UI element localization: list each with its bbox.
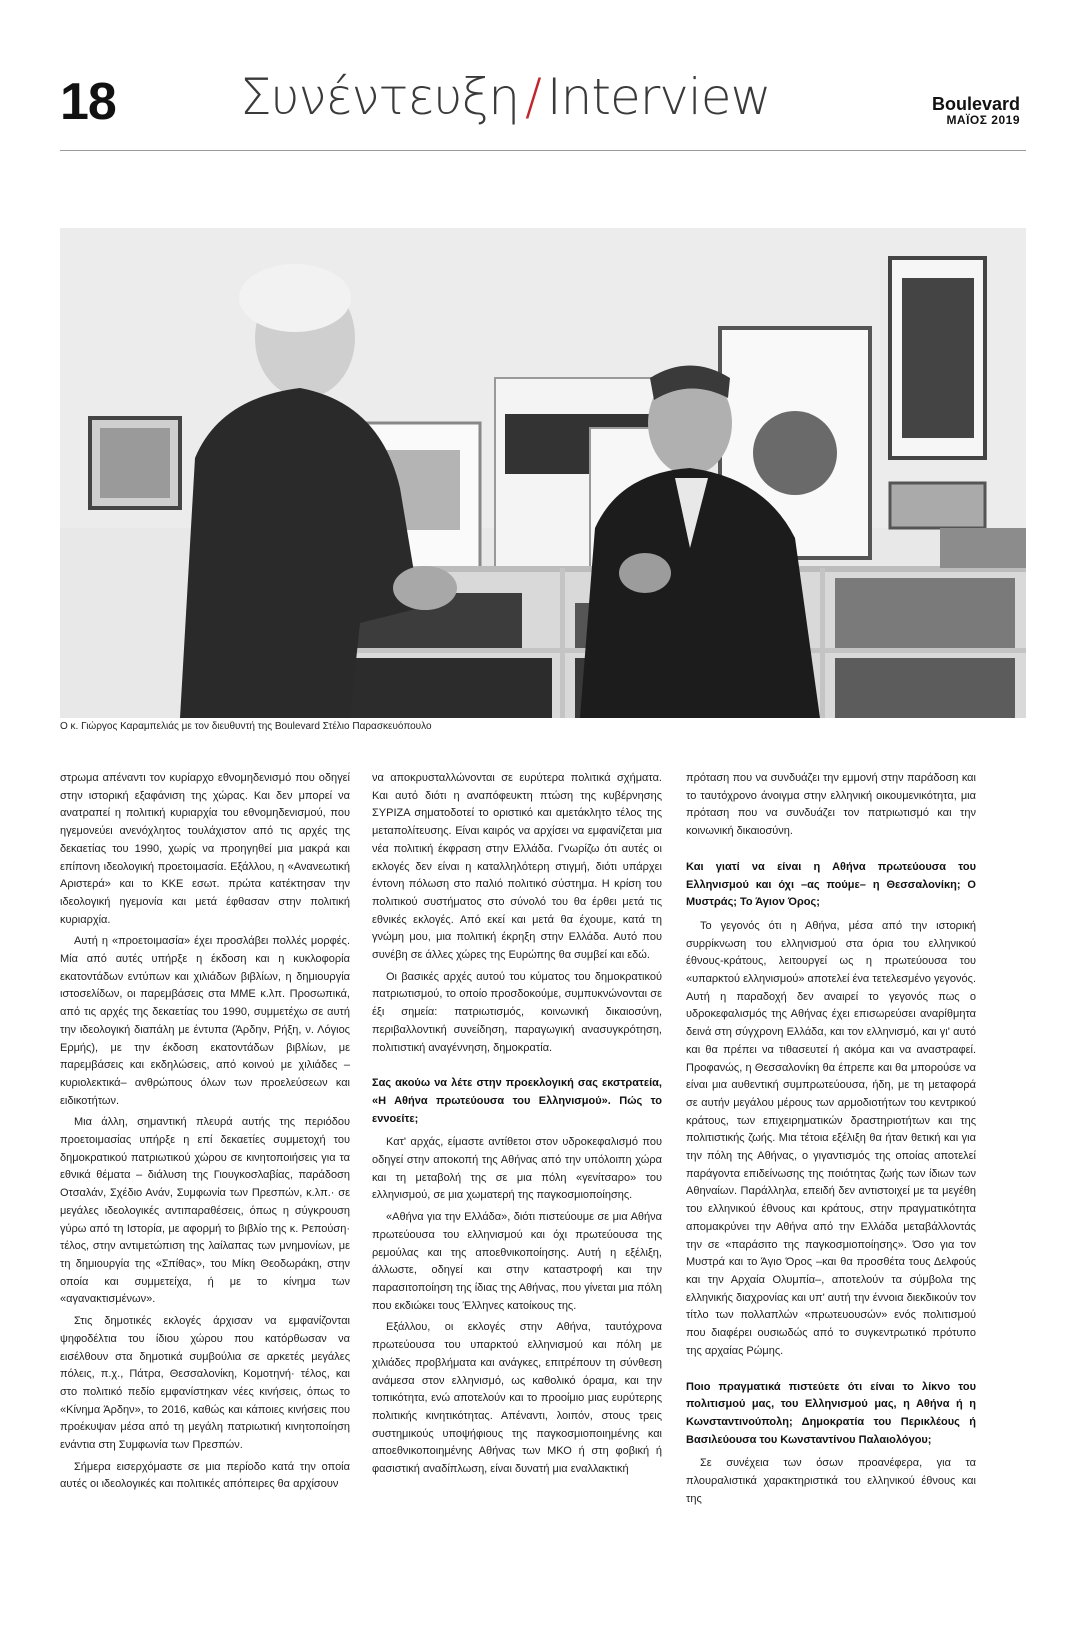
paragraph: Κατ' αρχάς, είμαστε αντίθετοι στον υδροκεφαλισμό που οδηγεί στην αποκοπή της Αθήνας από την υπόλοιπη χώρα και τη μεταβολή της σε μια πόλη «γενίτσαρο» του ελληνισμού, σε μια χωματερή της παγκοσμιοποίησης. <box>372 1136 662 1202</box>
text-column-2 <box>372 770 662 1483</box>
paragraph: στρωμα απέναντι τον κυρίαρχο εθνομηδενισμό που οδηγεί στην ιστορική εξαφάνιση της χώρας. Και δεν μπορεί να ανατραπεί η πολιτική κυριαρχία του εθνομηδενισμού, που ηγεμονεύει ανενόχλητος τουλάχιστον από τις αρχές της δεκαετίας του 1990, χωρίς να προηγηθεί μια μακρά και επίπονη ιδεολογική προετοιμασία. Εξάλλου, η «Ανανεωτική Αριστερά» και το ΚΚΕ εσωτ. πρώτα κατέκτησαν την ιδεολογική ηγεμονία και μετά έφθασαν στην πολιτική κυριαρχία. <box>60 772 350 926</box>
photo-caption: Ο κ. Γιώργος Καραμπελιάς με τον διευθυντή της Boulevard Στέλιο Παρασκευόπουλο <box>60 721 432 732</box>
paragraph: πρόταση που να συνδυάζει την εμμονή στην παράδοση και το ταυτόχρονο άνοιγμα στην ελληνική οικουμενικότητα, μια πρόταση που να συνδυάζει τον πατριωτισμό και την κοινωνική δικαιοσύνη. <box>686 772 976 838</box>
brand-name: Boulevard <box>931 94 1020 114</box>
interview-photo <box>60 228 1026 718</box>
page-number: 18 <box>60 73 116 131</box>
section-title-slash: / <box>525 68 541 126</box>
issue-date: ΜΑΪΟΣ 2019 <box>946 113 1020 127</box>
paragraph: Στις δημοτικές εκλογές άρχισαν να εμφανίζονται ψηφοδέλτια του ίδιου χώρου που κατόρθωσαν να εισέλθουν στα δημοτικά συμβούλια σε αρκετές μεγάλες πόλεις, π.χ., Πάτρα, Θεσσαλονίκη, Κομοτηνή· τέλος, και στο πολιτικό πεδίο εμφανίστηκαν νέες κινήσεις, όπως το «Κίνημα Άρδην», το 2016, καθώς και κάποιες κινήσεις που προέκυψαν μέσα από τη μεγάλη πατριωτική κινητοποίηση ενάντια στη Συμφωνία των Πρεσπών. <box>60 1315 350 1452</box>
interview-question: Ποιο πραγματικά πιστεύετε ότι είναι το λίκνο του πολιτισμού μας, του Ελληνισμού μας, η Αθήνα ή η Κωνσταντινούπολη; Δημοκρατία του Περικλέους ή Βασιλεύουσα του Κωνσταντίνου Παλαιολόγου; <box>686 1380 976 1446</box>
section-title-english: Interview <box>546 68 771 126</box>
masthead-brand <box>932 95 1020 127</box>
interview-question: Σας ακούω να λέτε στην προεκλογική σας εκστρατεία, «Η Αθήνα πρωτεύουσα του Ελληνισμού». Πώς το εννοείτε; <box>372 1077 662 1125</box>
paragraph: Αυτή η «προετοιμασία» έχει προσλάβει πολλές μορφές. Μία από αυτές υπήρξε η έκδοση και η κυκλοφορία εκατοντάδων εντύπων και χιλιάδων βιβλίων, η δημιουργία ιστοσελίδων, οι παρεμβάσεις στα ΜΜΕ κ.λπ. Προσωπικά, από τις αρχές της δεκαετίας του 1990, συμμετέχω σε αυτή την ιδεολογική διαπάλη με έντυπα (Άρδην, Ρήξη, ν. Λόγιος Ερμής), με την έκδοση εκατοντάδων βιβλίων, με παρεμβάσεις και εκδηλώσεις, από κοινού με χιλιάδες –κυριολεκτικά– ανθρώπους όλων των προελεύσεων και ειδικοτήτων. <box>60 935 350 1107</box>
section-title-greek: Συνέντευξη <box>240 68 520 126</box>
section-title <box>240 68 771 126</box>
text-column-3 <box>686 770 976 1512</box>
interview-question: Και γιατί να είναι η Αθήνα πρωτεύουσα του Ελληνισμού και όχι –ας πούμε– η Θεσσαλονίκη; Ο Μυστράς; Το Άγιον Όρος; <box>686 860 976 909</box>
paragraph: Το γεγονός ότι η Αθήνα, μέσα από την ιστορική συρρίκνωση του ελληνισμού στα όρια του ελληνικού έθνους-κράτους, λειτουργεί ως η πρωτεύουσα του «υπαρκτού ελληνισμού» αποτελεί ένα τετελεσμένο γεγονός. Αυτή η παραδοχή δεν αναιρεί το γεγονός πως ο υδροκεφαλισμός της Αθήνας έχει επισωρεύσει αναρίθμητα δεινά στη σύγχρονη Ελλάδα, και τον ελληνισμό, και γι' αυτό και θα πρέπει να τιθασευτεί ή ακόμα και να αναστραφεί. Προφανώς, η Θεσσαλονίκη θα έπρεπε και θα μπορούσε να είναι μια αυθεντική συμπρωτεύουσα, ήδη, με τη μεταφορά σε αυτήν μεγάλου μέρους των αρμοδιοτήτων του κεντρικού κράτους, των επιχειρηματικών δραστηριοτήτων και της πολιτιστικής ζωής. Μια τέτοια εξέλιξη θα ήταν θετική και για την πόλη της Αθήνας, ο γιγαντισμός της οποίας αποτελεί παράγοντα επιδείνωσης της ποιότητας ζωής των ίδιων των Αθηναίων. Παράλληλα, επειδή δεν αντιστοιχεί με τα μεγέθη του ελληνικού έθνους και κράτους, στην πραγματικότητα απομακρύνει την Αθήνα από την Ελλάδα μεταβάλλοντάς την σε «παράσιτο της παγκοσμιοποίησης». Όσο για τον Μυστρά και το Άγιο Όρος –και θα προσθέτα τους Δελφούς και την Αρχαία Ολυμπία–, αποτελούν τα σύμβολα της ελληνικής διαχρονίας και υπ' αυτή την έννοια διεκδικούν τον τίτλο των πολλαπλών «πρωτευουσών» ενός πολιτισμού που διαφέρει ουσιωδώς από το συγκεντρωτικό πρότυπο της αρχαίας Ρώμης. <box>686 919 976 1357</box>
paragraph: Οι βασικές αρχές αυτού του κύματος του δημοκρατικού πατριωτισμού, το οποίο προσδοκούμε, συμπυκνώνονται σε έξι σημεία: πατριωτισμός, κοινωνική δικαιοσύνη, περιβαλλοντική συνείδηση, παραγωγική ανασυγκρότηση, πολιτιστική αναγέννηση, δημοκρατία. <box>372 970 662 1054</box>
paragraph: Εξάλλου, οι εκλογές στην Αθήνα, ταυτόχρονα πρωτεύουσα του υπαρκτού ελληνισμού και πόλη με χιλιάδες προβλήματα και ανάγκες, επιτρέπουν τη σύνθεση ανάμεσα στον ελληνισμό, ως καθολικό όραμα, και την τοπικότητα, ενώ αποτελούν και το προοίμιο μιας ευρύτερης πολιτικής κινητικότητας. Απέναντι, λοιπόν, στους τρεις συστημικούς υποψήφιους της παγκοσμιοποιημένης και αποεθνικοποιημένης Αθήνας των ΜΚΟ ή στη φοβική ή φασιστική αναδίπλωση, είναι δυνατή μια εναλλακτική <box>372 1321 662 1476</box>
paragraph: «Αθήνα για την Ελλάδα», διότι πιστεύουμε σε μια Αθήνα πρωτεύουσα του ελληνισμού και όχι πρωτεύουσα της ρεμούλας και της αποεθνικοποίησης. Αυτή η εξέλιξη, άλλωστε, οδηγεί και στην καταστροφή και την παρασιτοποίηση της ίδιας της Αθήνας, που γίνεται μια πόλη που εκδιώκει τους Έλληνες κατοίκους της. <box>372 1211 662 1312</box>
paragraph: Μια άλλη, σημαντική πλευρά αυτής της περιόδου προετοιμασίας υπήρξε η επί δεκαετίες συμμετοχή του δημοκρατικού πατριωτικού χώρου σε κινητοποιήσεις για τα εθνικά θέματα – διάλυση της Γιουγκοσλαβίας, παράδοση Οτσαλάν, Σχέδιο Ανάν, Συμφωνία των Πρεσπών, κ.λπ.· σε μεγάλες ιδεολογικές αντιπαραθέσεις, όπως η σύγκρουση γύρω από τη Ιστορία, με αφορμή το βιβλίο της κ. Ρεπούση· τέλος, στην αντιμετώπιση της λαίλαπας των μνημονίων, με τη δημιουργία της «Σπίθας», του Μίκη Θεοδωράκη, στην οποία και συμμετείχα, ή με το κίνημα των «αγανακτισμένων». <box>60 1116 350 1306</box>
paragraph: Σήμερα εισερχόμαστε σε μια περίοδο κατά την οποία αυτές οι ιδεολογικές και πολιτικές απόπειρες θα αρχίσουν <box>60 1460 350 1491</box>
text-column-1 <box>60 770 350 1498</box>
header-divider <box>60 150 1026 151</box>
paragraph: να αποκρυσταλλώνονται σε ευρύτερα πολιτικά σχήματα. Και αυτό διότι η αναπόφευκτη πτώση της κυβέρνησης ΣΥΡΙΖΑ σηματοδοτεί το οριστικό και αμετάκλητο τέλος της μεταπολίτευσης. Είναι καιρός να αρχίσει να εμφανίζεται μια νέα πολιτική έκφραση στην Ελλάδα. Γνωρίζω ότι αυτές οι εκλογές δεν είναι η καταλληλότερη στιγμή, διότι υπάρχει έντονη πόλωση στο παλιό πολιτικό σύστημα. Η κρίση του πολιτικού συστήματος στο σύνολό του θα έρθει μετά τις εθνικές εκλογές. Από εκεί και μετά θα έχουμε, κατά τη γνώμη μου, μια πολιτική έκρηξη στην Ελλάδα. Αυτό που συνέβη σε άλλες χώρες της Ευρώπης θα συμβεί και εδώ. <box>372 772 662 962</box>
paragraph: Σε συνέχεια των όσων προανέφερα, για τα πλουραλιστικά χαρακτηριστικά του ελληνικού έθνους και της <box>686 1457 976 1505</box>
